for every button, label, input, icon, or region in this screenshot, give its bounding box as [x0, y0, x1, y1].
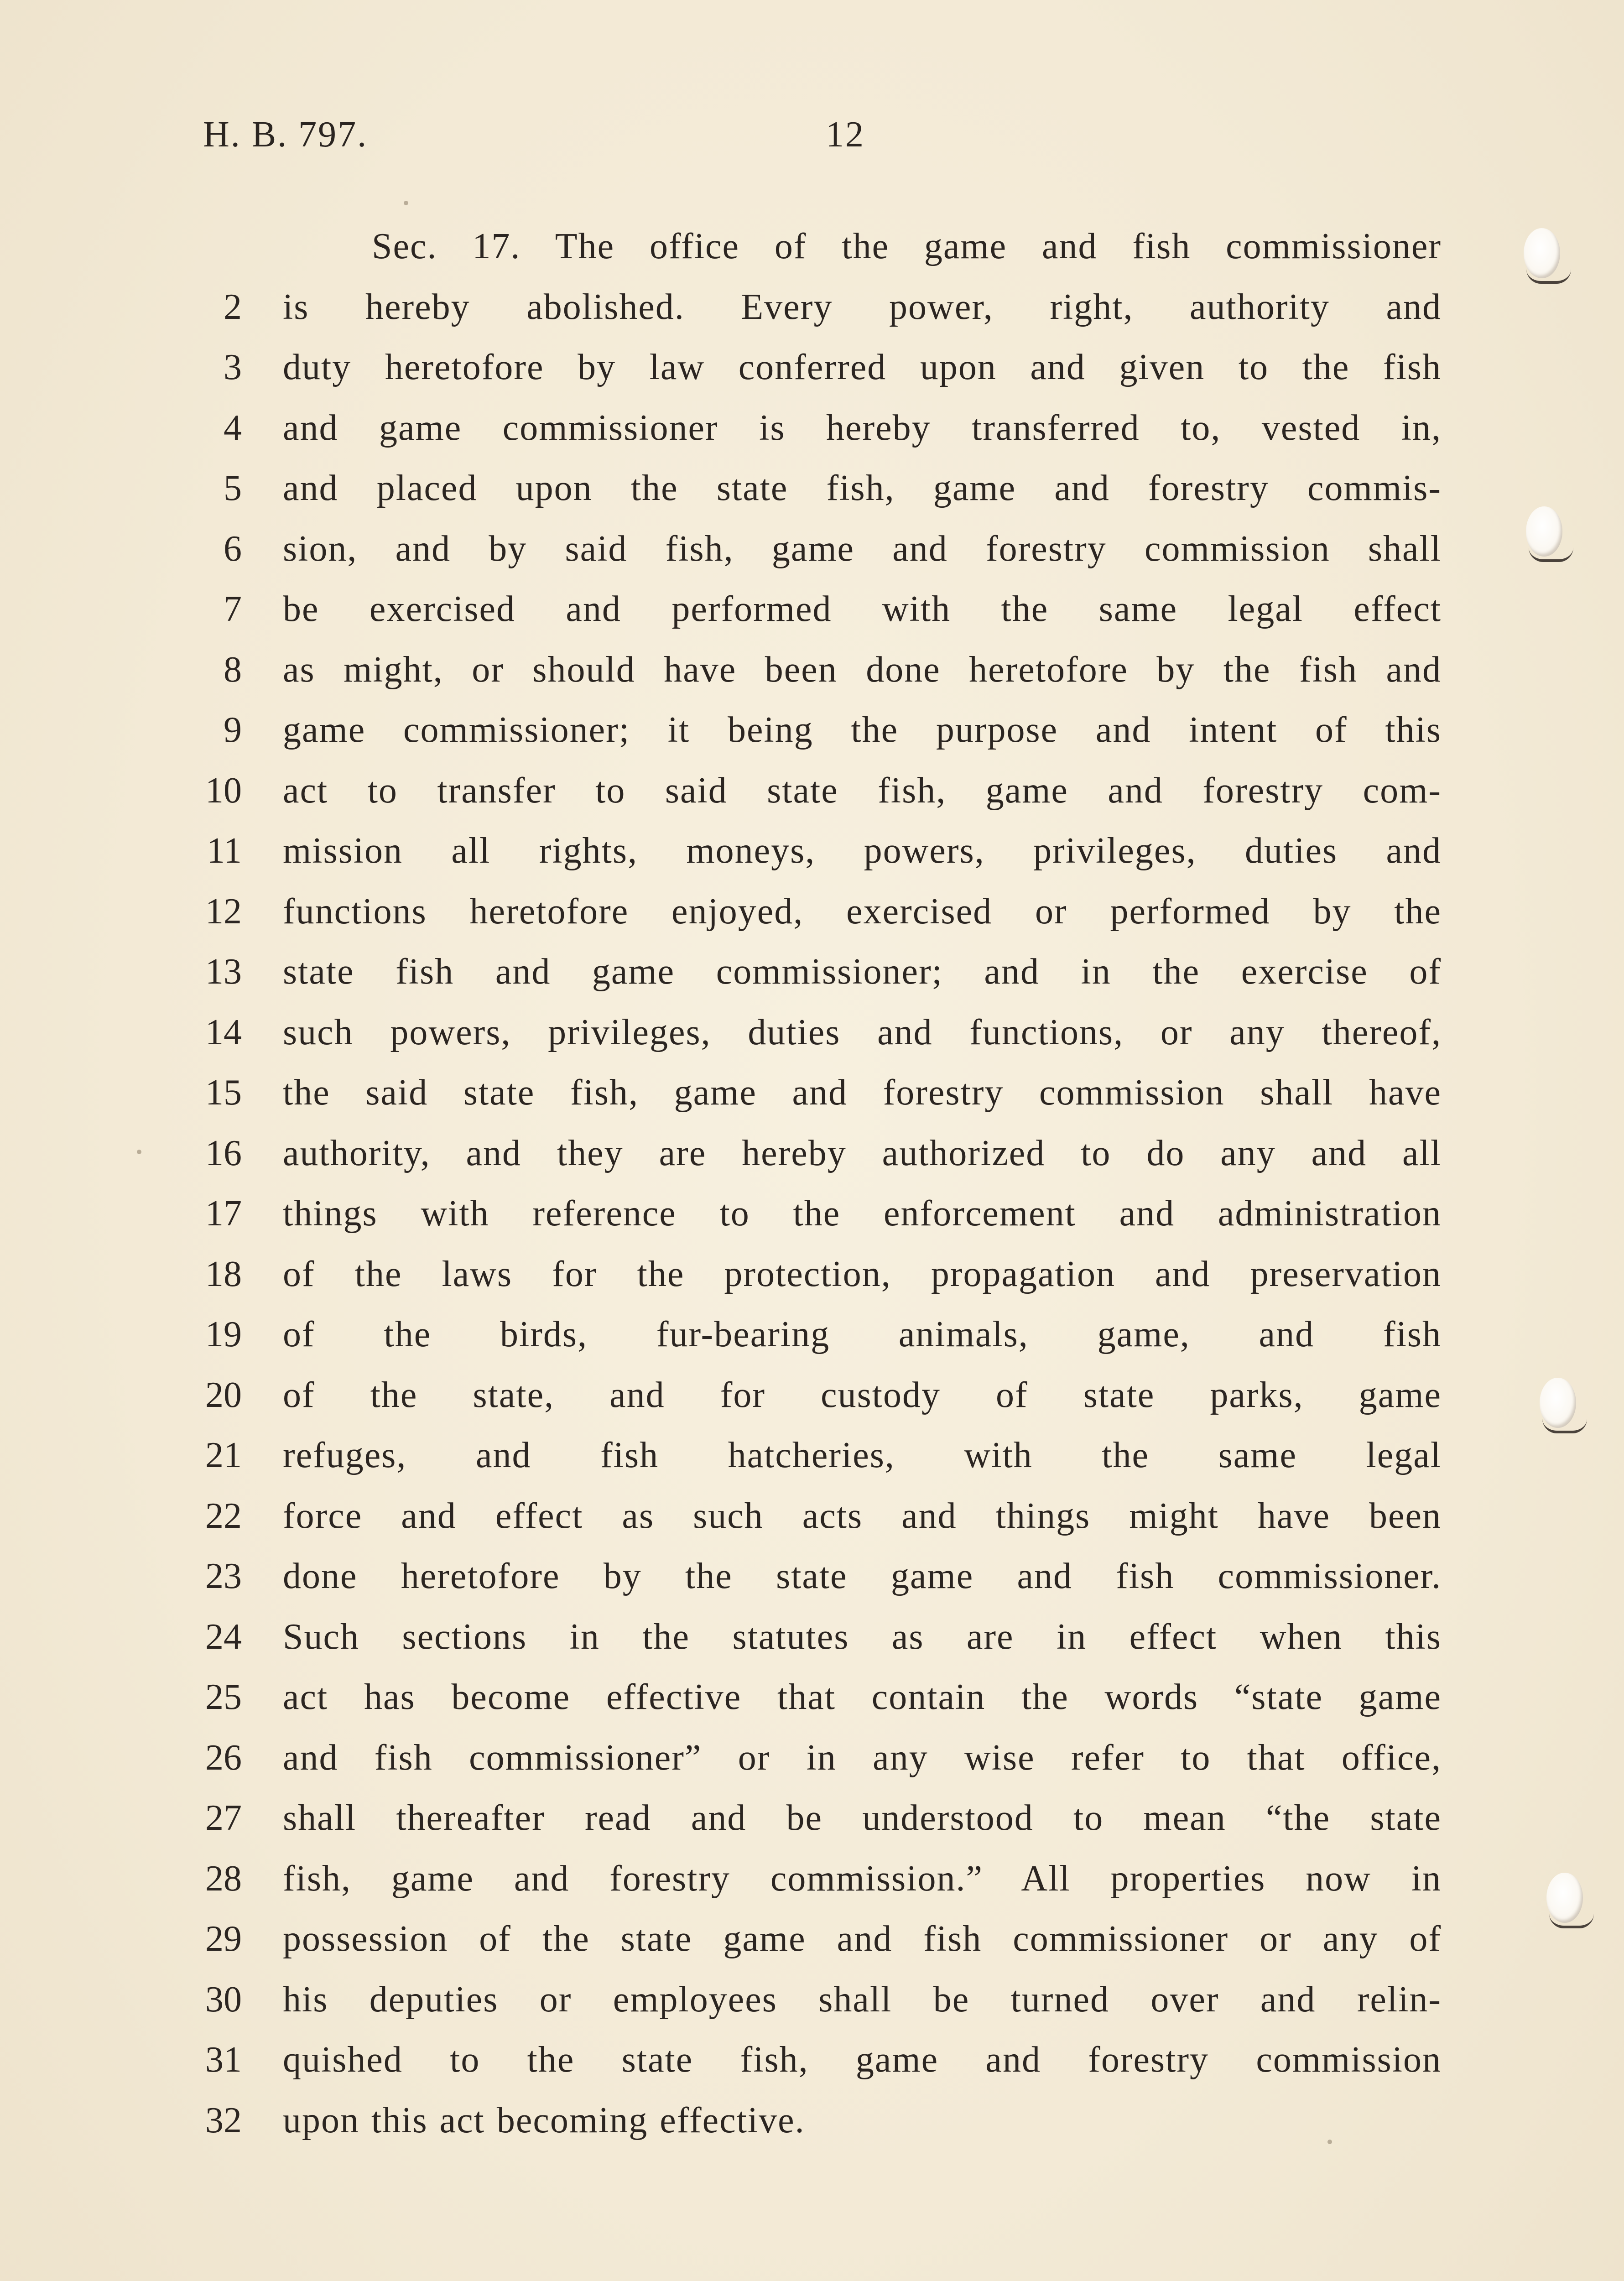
- text-line: [173, 344, 1442, 405]
- line-number: 23: [205, 1556, 242, 1596]
- line-text: the said state fish, game and forestry commission shall have: [283, 1073, 1442, 1113]
- line-number: 17: [205, 1193, 242, 1234]
- text-line: [173, 707, 1442, 768]
- text-line: [173, 1432, 1442, 1493]
- text-line: [173, 1010, 1442, 1070]
- line-number: 2: [224, 286, 242, 327]
- line-text: authority, and they are hereby authorized to do any and all: [283, 1133, 1442, 1173]
- line-number: 11: [206, 831, 242, 871]
- text-line: [173, 526, 1442, 587]
- text-line: [173, 828, 1442, 889]
- line-text: fish, game and forestry commission.” All properties now in: [283, 1858, 1442, 1899]
- line-text: things with reference to the enforcement and administration: [283, 1193, 1442, 1234]
- line-text: is hereby abolished. Every power, right, authority and: [283, 286, 1442, 327]
- line-text: functions heretofore enjoyed, exercised or performed by the: [283, 891, 1442, 932]
- line-text: sion, and by said fish, game and forestry commission shall: [283, 528, 1442, 569]
- bill-text: [173, 224, 1442, 2158]
- line-number: 31: [205, 2040, 242, 2080]
- line-text: act to transfer to said state fish, game and forestry com-: [283, 770, 1442, 811]
- text-line: [173, 1070, 1442, 1130]
- text-line: [173, 768, 1442, 828]
- line-text: and placed upon the state fish, game and forestry commis-: [283, 468, 1442, 508]
- line-text: as might, or should have been done heretofore by the fish and: [283, 649, 1442, 690]
- line-number: 30: [205, 1979, 242, 2020]
- line-text: and game commissioner is hereby transferred to, vested in,: [283, 407, 1442, 448]
- text-line: [173, 1493, 1442, 1554]
- paper-speck: [404, 201, 408, 205]
- line-text: and fish commissioner” or in any wise refer to that office,: [283, 1737, 1442, 1778]
- line-number: 6: [224, 528, 242, 569]
- line-number: 32: [205, 2100, 242, 2140]
- text-line: [173, 1372, 1442, 1433]
- line-text: such powers, privileges, duties and functions, or any thereof,: [283, 1012, 1442, 1052]
- line-number: 10: [205, 770, 242, 811]
- line-number: 28: [205, 1858, 242, 1899]
- line-number: 12: [205, 891, 242, 932]
- line-number: 20: [205, 1375, 242, 1415]
- text-line: [173, 949, 1442, 1010]
- bill-number: H. B. 797.: [203, 115, 368, 155]
- line-number: 14: [205, 1012, 242, 1052]
- text-line: [173, 1977, 1442, 2037]
- line-number: 25: [205, 1677, 242, 1717]
- text-line: [173, 1856, 1442, 1916]
- paper-speck: [137, 1150, 141, 1154]
- line-text: of the birds, fur-bearing animals, game, and fish: [283, 1314, 1442, 1354]
- line-text: of the laws for the protection, propagation and preservation: [283, 1254, 1442, 1294]
- text-line: [173, 1553, 1442, 1614]
- text-line: [173, 224, 1442, 284]
- text-line: [173, 1674, 1442, 1735]
- line-text: state fish and game commissioner; and in the exercise of: [283, 952, 1442, 992]
- text-line: [173, 586, 1442, 647]
- text-line: [173, 1312, 1442, 1372]
- text-line: [173, 1795, 1442, 1856]
- line-number: 18: [205, 1254, 242, 1294]
- line-number: 19: [205, 1314, 242, 1354]
- text-line: [173, 2037, 1442, 2098]
- text-line: [173, 284, 1442, 345]
- line-text: act has become effective that contain the words “state game: [283, 1677, 1442, 1717]
- text-line: [173, 1614, 1442, 1675]
- line-text: done heretofore by the state game and fish commissioner.: [283, 1556, 1442, 1596]
- line-text: upon this act becoming effective.: [283, 2100, 805, 2140]
- line-number: 9: [224, 710, 242, 750]
- line-number: 5: [224, 468, 242, 508]
- paper-speck: [1327, 2140, 1332, 2144]
- line-text: duty heretofore by law conferred upon and given to the fish: [283, 347, 1442, 387]
- text-line: [173, 889, 1442, 949]
- line-text: refuges, and fish hatcheries, with the same legal: [283, 1435, 1442, 1475]
- line-number: 3: [224, 347, 242, 387]
- page-number: 12: [826, 115, 865, 155]
- text-line: [173, 1735, 1442, 1796]
- line-text: mission all rights, moneys, powers, privileges, duties and: [283, 831, 1442, 871]
- line-text: be exercised and performed with the same legal effect: [283, 589, 1442, 629]
- line-text: game commissioner; it being the purpose and intent of this: [283, 710, 1442, 750]
- line-text: quished to the state fish, game and forestry commission: [283, 2040, 1442, 2080]
- line-text: of the state, and for custody of state parks, game: [283, 1375, 1442, 1415]
- line-number: 27: [205, 1798, 242, 1838]
- line-number: 8: [224, 649, 242, 690]
- line-number: 15: [205, 1073, 242, 1113]
- line-number: 16: [205, 1133, 242, 1173]
- text-line: [173, 1130, 1442, 1191]
- binder-hole-2: [1526, 506, 1562, 557]
- line-number: 26: [205, 1737, 242, 1778]
- text-line: [173, 1916, 1442, 1977]
- page-header: [203, 114, 933, 169]
- binder-hole-3: [1540, 1378, 1576, 1428]
- text-line: [173, 405, 1442, 466]
- text-line: [173, 1251, 1442, 1312]
- line-number: 4: [224, 407, 242, 448]
- line-number: 21: [205, 1435, 242, 1475]
- line-number: 24: [205, 1616, 242, 1657]
- line-number: 7: [224, 589, 242, 629]
- line-text: his deputies or employees shall be turned over and relin-: [283, 1979, 1442, 2020]
- line-number: 29: [205, 1919, 242, 1959]
- line-text: shall thereafter read and be understood to mean “the state: [283, 1798, 1442, 1838]
- line-text: force and effect as such acts and things might have been: [283, 1495, 1442, 1536]
- text-line: [173, 2098, 1442, 2158]
- line-number: 22: [205, 1495, 242, 1536]
- line-number: 13: [205, 952, 242, 992]
- line-text: Such sections in the statutes as are in effect when this: [283, 1616, 1442, 1657]
- text-line: [173, 1191, 1442, 1251]
- line-text: Sec. 17. The office of the game and fish commissioner: [372, 226, 1442, 266]
- line-text: possession of the state game and fish commissioner or any of: [283, 1919, 1442, 1959]
- binder-hole-1: [1524, 228, 1560, 278]
- text-line: [173, 647, 1442, 708]
- text-line: [173, 465, 1442, 526]
- binder-hole-4: [1546, 1873, 1583, 1923]
